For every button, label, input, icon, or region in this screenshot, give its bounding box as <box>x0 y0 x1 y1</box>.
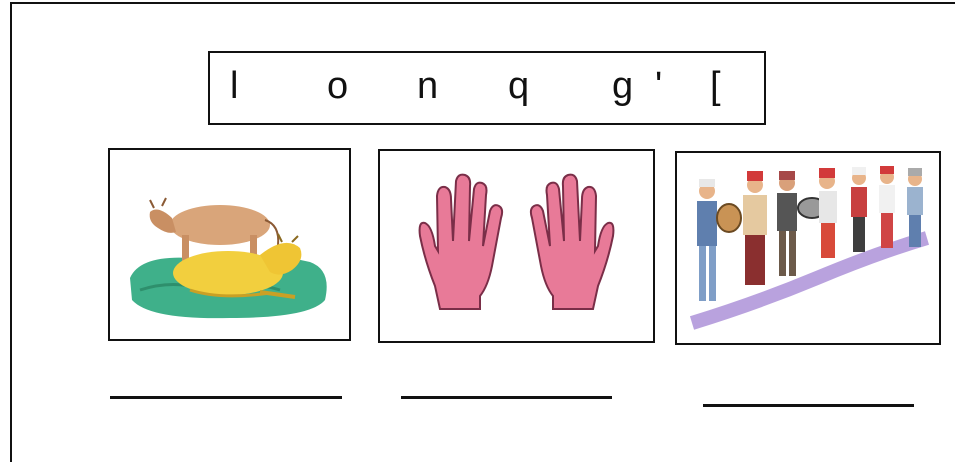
dancing-people-icon <box>677 153 939 343</box>
picture-hands <box>378 149 655 343</box>
answer-line-1[interactable] <box>110 396 342 399</box>
letter-2: o <box>327 65 349 107</box>
letter-bank-box <box>208 51 766 125</box>
cow-icon <box>110 150 349 339</box>
letter-1: l <box>230 65 239 107</box>
hands-icon <box>380 151 653 341</box>
letter-3: n <box>417 65 439 107</box>
letter-6: ' <box>655 65 663 107</box>
picture-dancers <box>675 151 941 345</box>
answer-line-3[interactable] <box>703 404 914 407</box>
answer-line-2[interactable] <box>401 396 612 399</box>
letter-5: g <box>612 65 634 107</box>
letter-4: q <box>508 65 530 107</box>
picture-cows <box>108 148 351 341</box>
letter-7: [ <box>710 65 721 107</box>
